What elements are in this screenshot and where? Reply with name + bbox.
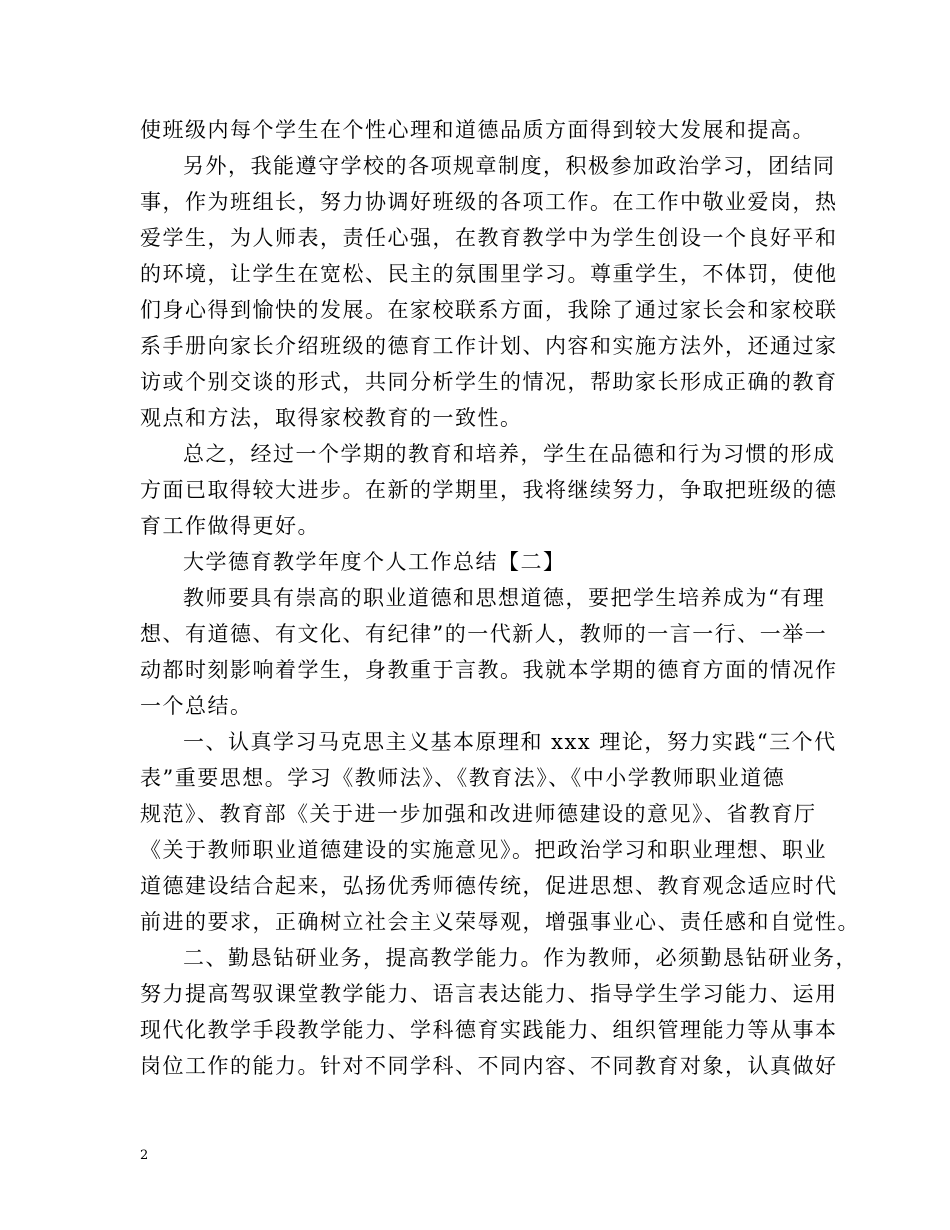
text-line: 岗位工作的能力。针对不同学科、不同内容、不同教育对象，认真做好	[140, 1054, 838, 1078]
text-line: 道德建设结合起来，弘扬优秀师德传统，促进思想、教育观念适应时代	[140, 874, 838, 898]
document-body	[140, 112, 860, 1084]
text-line: 使班级内每个学生在个性心理和道德品质方面得到较大发展和提高。	[140, 118, 815, 142]
text-line: 的环境，让学生在宽松、民主的氛围里学习。尊重学生，不体罚，使他	[140, 262, 838, 286]
text-line: 现代化教学手段教学能力、学科德育实践能力、组织管理能力等从事本	[140, 1018, 838, 1042]
text-line: 表”重要思想。学习《教师法》、《教育法》、《中小学教师职业道德	[140, 766, 786, 790]
text-line: 动都时刻影响着学生，身教重于言教。我就本学期的德育方面的情况作	[140, 658, 838, 682]
text-line: 想、有道德、有文化、有纪律”的一代新人，教师的一言一行、一举一	[140, 622, 828, 646]
text-line: 一个总结。	[140, 694, 253, 718]
text-line: 前进的要求，正确树立社会主义荣辱观，增强事业心、责任感和自觉性。	[140, 910, 860, 934]
text-line: 爱学生，为人师表，责任心强，在教育教学中为学生创设一个良好平和	[140, 226, 838, 250]
text-line: 育工作做得更好。	[140, 514, 320, 538]
page-number: 2	[140, 1148, 149, 1163]
text-line: 《关于教师职业道德建设的实施意见》。把政治学习和职业理想、职业	[140, 838, 827, 862]
text-line: 观点和方法，取得家校教育的一致性。	[140, 406, 523, 430]
text-line: 们身心得到愉快的发展。在家校联系方面，我除了通过家长会和家校联	[140, 298, 838, 322]
text-line: 规范》、教育部《关于进一步加强和改进师德建设的意见》、省教育厅	[140, 802, 817, 826]
text-line: 另外，我能遵守学校的各项规章制度，积极参加政治学习，团结同	[183, 154, 836, 178]
section-heading: 大学德育教学年度个人工作总结【二】	[183, 550, 566, 574]
text-line: 事，作为班组长，努力协调好班级的各项工作。在工作中敬业爱岗，热	[140, 190, 838, 214]
text-line: 访或个别交谈的形式，共同分析学生的情况，帮助家长形成正确的教育	[140, 370, 838, 394]
text-line: 教师要具有崇高的职业道德和思想道德，要把学生培养成为“有理	[183, 586, 826, 610]
text-line: 二、勤恳钻研业务，提高教学能力。作为教师，必须勤恳钻研业务，	[183, 946, 858, 970]
text-line: 总之，经过一个学期的教育和培养，学生在品德和行为习惯的形成	[183, 442, 836, 466]
text-line: 一、认真学习马克思主义基本原理和 xxx 理论，努力实践“三个代	[183, 730, 837, 754]
text-line: 努力提高驾驭课堂教学能力、语言表达能力、指导学生学习能力、运用	[140, 982, 838, 1006]
text-line: 方面已取得较大进步。在新的学期里，我将继续努力，争取把班级的德	[140, 478, 838, 502]
text-line: 系手册向家长介绍班级的德育工作计划、内容和实施方法外，还通过家	[140, 334, 838, 358]
